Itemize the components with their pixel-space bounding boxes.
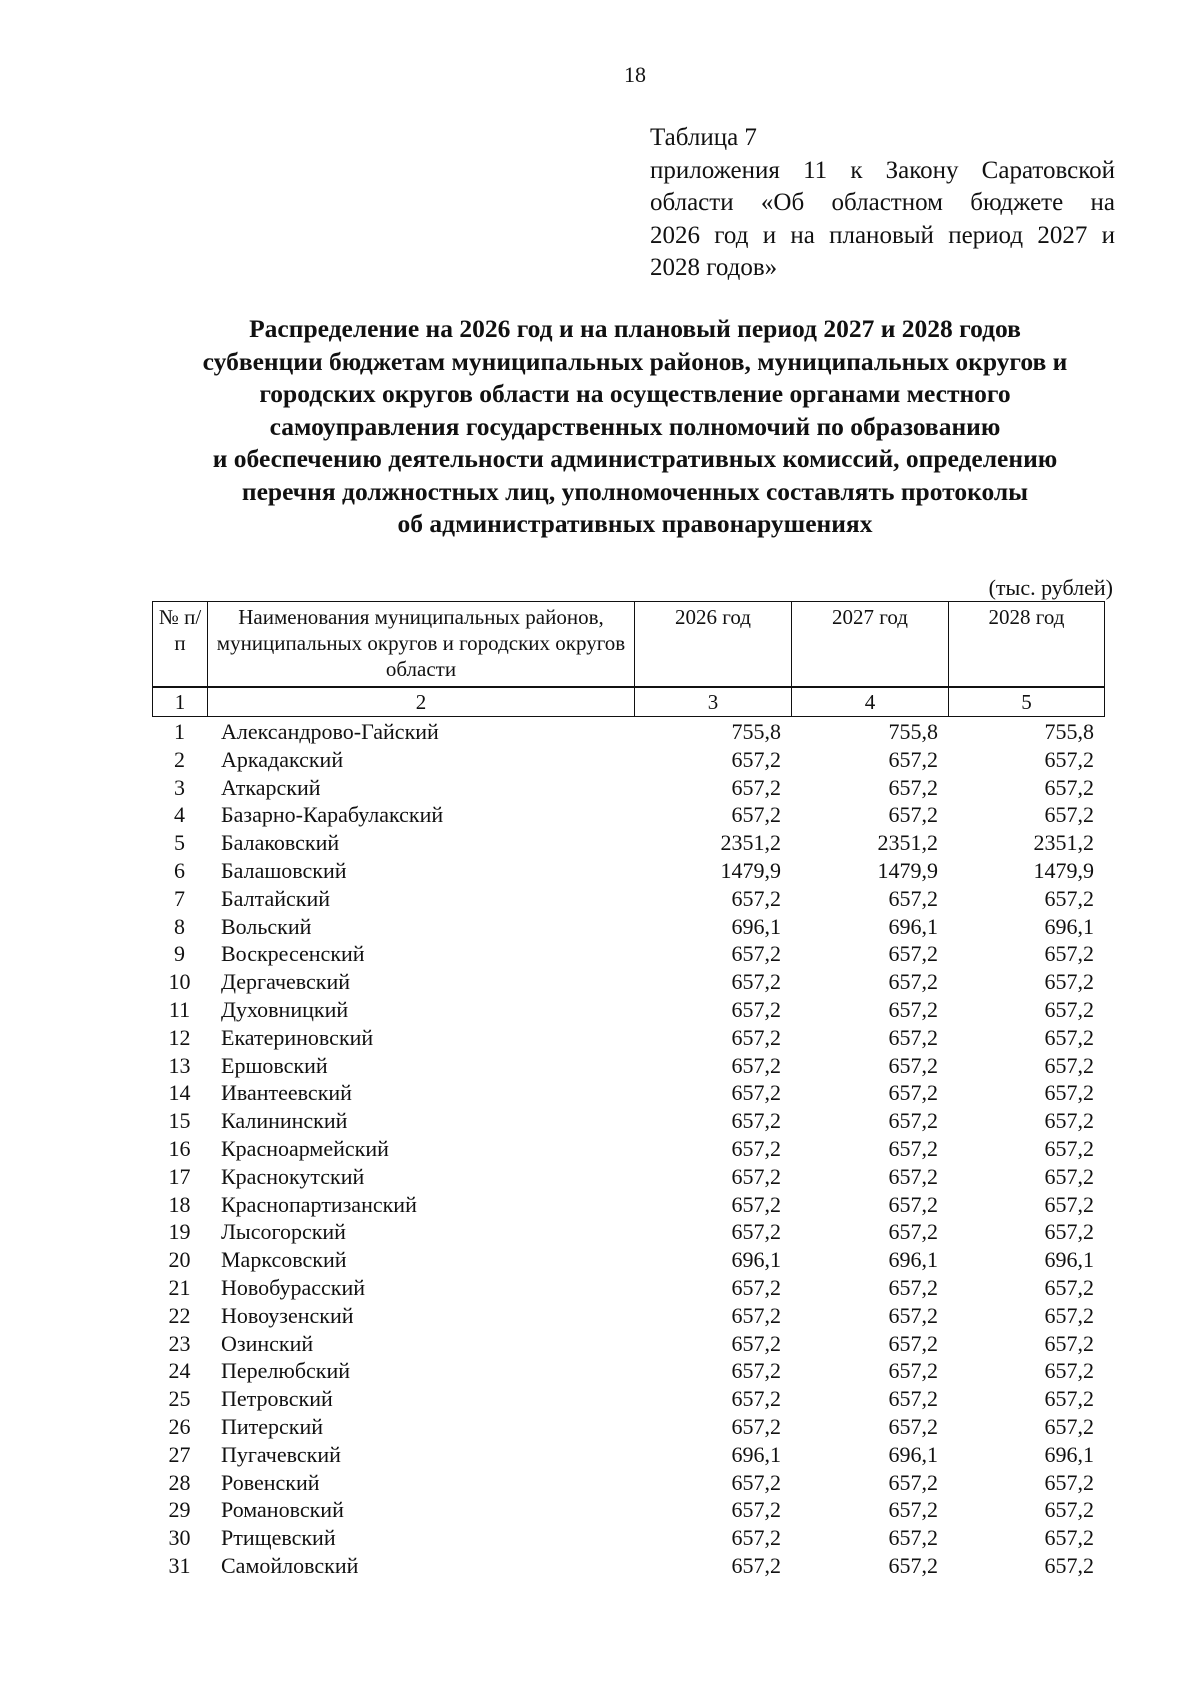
municipality-name: Пугачевский — [221, 1441, 341, 1467]
value-2027: 657,2 — [888, 1525, 938, 1551]
table-body — [152, 718, 1104, 1580]
value-2027: 1479,9 — [877, 857, 938, 883]
value-2028: 657,2 — [1044, 969, 1094, 995]
value-2026: 755,8 — [731, 719, 781, 744]
row-number: 10 — [168, 969, 191, 995]
municipality-name: Лысогорский — [221, 1219, 346, 1245]
row-number: 27 — [168, 1441, 191, 1467]
value-2026: 1479,9 — [720, 857, 781, 883]
value-2027: 657,2 — [888, 1358, 938, 1384]
municipality-name: Красноармейский — [221, 1135, 389, 1161]
municipality-name: Новоузенский — [221, 1302, 354, 1328]
value-2028: 696,1 — [1044, 913, 1094, 939]
municipality-name: Екатериновский — [221, 1024, 374, 1050]
value-2028: 755,8 — [1044, 719, 1094, 744]
table-row — [152, 1107, 1104, 1135]
value-2027: 657,2 — [888, 746, 938, 772]
value-2027: 657,2 — [888, 1274, 938, 1300]
row-number: 26 — [168, 1413, 191, 1439]
value-2028: 657,2 — [1044, 1358, 1094, 1384]
row-number: 24 — [168, 1358, 191, 1384]
title-line: субвенции бюджетам муниципальных районов, муниципальных округов и — [202, 346, 1068, 376]
header-row — [153, 602, 1105, 688]
value-2027: 657,2 — [888, 1080, 938, 1106]
value-2027: 657,2 — [888, 1024, 938, 1050]
table-row — [152, 940, 1104, 968]
value-2027: 657,2 — [888, 885, 938, 911]
row-number: 9 — [174, 941, 185, 967]
value-2026: 657,2 — [731, 1135, 781, 1161]
value-2026: 657,2 — [731, 1386, 781, 1412]
value-2028: 657,2 — [1044, 1274, 1094, 1300]
page-number: 18 — [624, 62, 646, 87]
row-number: 30 — [168, 1525, 191, 1551]
value-2026: 657,2 — [731, 1108, 781, 1134]
row-number: 8 — [174, 913, 185, 939]
value-2027: 657,2 — [888, 1330, 938, 1356]
value-2028: 657,2 — [1044, 1525, 1094, 1551]
municipality-name: Новобурасский — [221, 1274, 366, 1300]
municipality-name: Самойловский — [221, 1552, 359, 1578]
value-2027: 657,2 — [888, 1469, 938, 1495]
appendix-line: 2028 годов» — [650, 254, 778, 281]
value-2028: 657,2 — [1044, 774, 1094, 800]
title-line: и обеспечению деятельности административных комиссий, определению — [212, 444, 1058, 473]
value-2027: 657,2 — [888, 802, 938, 828]
value-2028: 657,2 — [1044, 1302, 1094, 1328]
table-row — [152, 968, 1104, 996]
row-number: 17 — [168, 1163, 191, 1189]
row-number: 1 — [174, 719, 185, 744]
table-row — [152, 1441, 1104, 1469]
value-2027: 2351,2 — [877, 830, 938, 856]
table-row — [152, 1552, 1104, 1580]
value-2028: 657,2 — [1044, 1135, 1094, 1161]
value-2027: 657,2 — [888, 1219, 938, 1245]
row-number: 21 — [168, 1274, 191, 1300]
municipality-name: Базарно-Карабулакский — [221, 802, 444, 828]
table-row — [152, 1052, 1104, 1080]
column-number: 2 — [208, 687, 635, 717]
value-2028: 657,2 — [1044, 1080, 1094, 1106]
table-header — [152, 601, 1105, 717]
column-number: 4 — [792, 687, 949, 717]
value-2026: 657,2 — [731, 1080, 781, 1106]
table-row — [152, 1135, 1104, 1163]
value-2027: 657,2 — [888, 774, 938, 800]
table-row — [152, 1079, 1104, 1107]
value-2028: 657,2 — [1044, 1330, 1094, 1356]
header-2027: 2027 год — [792, 602, 949, 688]
table-row — [152, 913, 1104, 941]
header-2026: 2026 год — [635, 602, 792, 688]
row-number: 11 — [168, 996, 191, 1022]
value-2028: 2351,2 — [1033, 830, 1094, 856]
table-row — [152, 1274, 1104, 1302]
value-2027: 696,1 — [888, 913, 938, 939]
value-2028: 657,2 — [1044, 1386, 1094, 1412]
row-number: 3 — [174, 774, 185, 800]
row-number: 16 — [168, 1135, 191, 1161]
municipality-name: Балашовский — [221, 857, 347, 883]
value-2026: 657,2 — [731, 1024, 781, 1050]
value-2026: 657,2 — [731, 1052, 781, 1078]
table-row — [152, 885, 1104, 913]
row-number: 22 — [168, 1302, 191, 1328]
municipality-name: Балтайский — [221, 885, 330, 911]
value-2026: 696,1 — [731, 1247, 781, 1273]
value-2026: 657,2 — [731, 1330, 781, 1356]
value-2028: 657,2 — [1044, 746, 1094, 772]
title-line: самоуправления государственных полномочий по образованию — [269, 411, 1001, 441]
table-row — [152, 718, 1104, 746]
value-2026: 657,2 — [731, 996, 781, 1022]
value-2028: 657,2 — [1044, 1497, 1094, 1523]
municipality-name: Аркадакский — [221, 746, 344, 772]
municipality-name: Дергачевский — [221, 969, 351, 995]
municipality-name: Романовский — [221, 1497, 344, 1523]
value-2027: 657,2 — [888, 1052, 938, 1078]
table-row — [152, 1246, 1104, 1274]
value-2027: 657,2 — [888, 1386, 938, 1412]
table-row — [152, 996, 1104, 1024]
value-2027: 657,2 — [888, 969, 938, 995]
column-number: 5 — [949, 687, 1105, 717]
row-number: 23 — [168, 1330, 191, 1356]
value-2026: 657,2 — [731, 802, 781, 828]
value-2028: 657,2 — [1044, 1052, 1094, 1078]
value-2028: 657,2 — [1044, 885, 1094, 911]
document-title — [100, 313, 1170, 541]
row-number: 7 — [174, 885, 185, 911]
row-number: 18 — [168, 1191, 191, 1217]
appendix-line: 2026 год и на плановый период 2027 и — [650, 221, 1115, 249]
municipality-name: Духовницкий — [221, 996, 349, 1022]
value-2027: 657,2 — [888, 1497, 938, 1523]
value-2026: 696,1 — [731, 1441, 781, 1467]
value-2027: 657,2 — [888, 1552, 938, 1578]
municipality-name: Ровенский — [221, 1469, 320, 1495]
value-2028: 657,2 — [1044, 1219, 1094, 1245]
table-row — [152, 1496, 1104, 1524]
value-2028: 657,2 — [1044, 1024, 1094, 1050]
table-row — [152, 1302, 1104, 1330]
municipality-name: Питерский — [221, 1413, 324, 1439]
value-2027: 657,2 — [888, 1108, 938, 1134]
table-row — [152, 857, 1104, 885]
value-2026: 657,2 — [731, 1163, 781, 1189]
value-2026: 696,1 — [731, 913, 781, 939]
municipality-name: Ртищевский — [221, 1525, 336, 1551]
municipality-name: Марксовский — [221, 1247, 347, 1273]
value-2028: 696,1 — [1044, 1247, 1094, 1273]
municipality-name: Краснокутский — [221, 1163, 365, 1189]
row-number: 2 — [174, 746, 185, 772]
value-2026: 657,2 — [731, 1497, 781, 1523]
table-row — [152, 1330, 1104, 1358]
value-2026: 657,2 — [731, 746, 781, 772]
table-row — [152, 1357, 1104, 1385]
value-2028: 1479,9 — [1033, 857, 1094, 883]
table-row — [152, 1469, 1104, 1497]
title-line: Распределение на 2026 год и на плановый период 2027 и 2028 годов — [249, 314, 1021, 343]
value-2026: 657,2 — [731, 1413, 781, 1439]
row-number: 19 — [168, 1219, 191, 1245]
value-2028: 657,2 — [1044, 1413, 1094, 1439]
value-2028: 657,2 — [1044, 1191, 1094, 1217]
value-2027: 696,1 — [888, 1247, 938, 1273]
value-2028: 696,1 — [1044, 1441, 1094, 1467]
value-2026: 657,2 — [731, 941, 781, 967]
row-number: 12 — [168, 1024, 191, 1050]
row-number: 29 — [168, 1497, 191, 1523]
column-number: 3 — [635, 687, 792, 717]
row-number: 25 — [168, 1386, 191, 1412]
municipality-name: Ивантеевский — [221, 1080, 352, 1106]
municipality-name: Балаковский — [221, 830, 340, 856]
appendix-line: Таблица 7 — [650, 124, 757, 151]
table-row — [152, 1191, 1104, 1219]
row-number: 28 — [168, 1469, 191, 1495]
value-2028: 657,2 — [1044, 941, 1094, 967]
municipality-name: Ершовский — [221, 1052, 328, 1078]
value-2026: 657,2 — [731, 1302, 781, 1328]
row-number: 4 — [174, 802, 185, 828]
row-number: 20 — [168, 1247, 191, 1273]
value-2026: 657,2 — [731, 1469, 781, 1495]
row-number: 15 — [168, 1108, 191, 1134]
table-row — [152, 1524, 1104, 1552]
municipality-name: Краснопартизанский — [221, 1191, 417, 1217]
value-2028: 657,2 — [1044, 1552, 1094, 1578]
appendix-line: области «Об областном бюджете на — [650, 189, 1115, 216]
value-2026: 657,2 — [731, 969, 781, 995]
units-note: (тыс. рублей) — [988, 575, 1113, 600]
table-row — [152, 1218, 1104, 1246]
value-2028: 657,2 — [1044, 996, 1094, 1022]
table-row — [152, 1163, 1104, 1191]
value-2028: 657,2 — [1044, 1163, 1094, 1189]
title-line: перечня должностных лиц, уполномоченных составлять протоколы — [241, 476, 1029, 506]
value-2026: 657,2 — [731, 1358, 781, 1384]
row-number: 14 — [168, 1080, 191, 1106]
value-2026: 657,2 — [731, 774, 781, 800]
table-row — [152, 1024, 1104, 1052]
value-2026: 657,2 — [731, 1274, 781, 1300]
value-2028: 657,2 — [1044, 1469, 1094, 1495]
value-2027: 657,2 — [888, 996, 938, 1022]
value-2026: 657,2 — [731, 1552, 781, 1578]
municipality-name: Озинский — [221, 1330, 314, 1356]
municipality-name: Калининский — [221, 1108, 348, 1134]
municipality-name: Александрово-Гайский — [221, 719, 439, 744]
municipality-name: Аткарский — [221, 774, 321, 800]
table-row — [152, 801, 1104, 829]
title-line: об административных правонарушениях — [397, 509, 873, 538]
row-number: 13 — [168, 1052, 191, 1078]
municipality-name: Петровский — [221, 1386, 333, 1412]
table-row — [152, 829, 1104, 857]
value-2027: 657,2 — [888, 1163, 938, 1189]
header-2028: 2028 год — [949, 602, 1105, 688]
appendix-line: приложения 11 к Закону Саратовской — [650, 156, 1115, 184]
value-2027: 657,2 — [888, 1302, 938, 1328]
value-2027: 657,2 — [888, 941, 938, 967]
appendix-note — [650, 122, 1115, 285]
column-number: 1 — [153, 687, 208, 717]
data-table — [152, 718, 1104, 1580]
value-2026: 2351,2 — [720, 830, 781, 856]
municipality-name: Перелюбский — [221, 1358, 351, 1384]
row-number: 5 — [174, 830, 185, 856]
header-number: № п/п — [153, 602, 208, 688]
value-2026: 657,2 — [731, 885, 781, 911]
value-2026: 657,2 — [731, 1525, 781, 1551]
table-row — [152, 746, 1104, 774]
value-2027: 696,1 — [888, 1441, 938, 1467]
value-2027: 755,8 — [888, 719, 938, 744]
table-row — [152, 1413, 1104, 1441]
table-row — [152, 774, 1104, 802]
municipality-name: Воскресенский — [221, 941, 365, 967]
value-2027: 657,2 — [888, 1135, 938, 1161]
value-2027: 657,2 — [888, 1413, 938, 1439]
title-line: городских округов области на осуществление органами местного — [259, 379, 1011, 408]
header-name: Наименования муниципальных районов, муниципальных округов и городских округов области — [208, 602, 635, 688]
row-number: 6 — [174, 857, 185, 883]
row-number: 31 — [168, 1552, 191, 1578]
value-2027: 657,2 — [888, 1191, 938, 1217]
value-2026: 657,2 — [731, 1219, 781, 1245]
value-2028: 657,2 — [1044, 802, 1094, 828]
value-2026: 657,2 — [731, 1191, 781, 1217]
column-number-row — [153, 687, 1105, 717]
municipality-name: Вольский — [221, 913, 312, 939]
table-row — [152, 1385, 1104, 1413]
value-2028: 657,2 — [1044, 1108, 1094, 1134]
